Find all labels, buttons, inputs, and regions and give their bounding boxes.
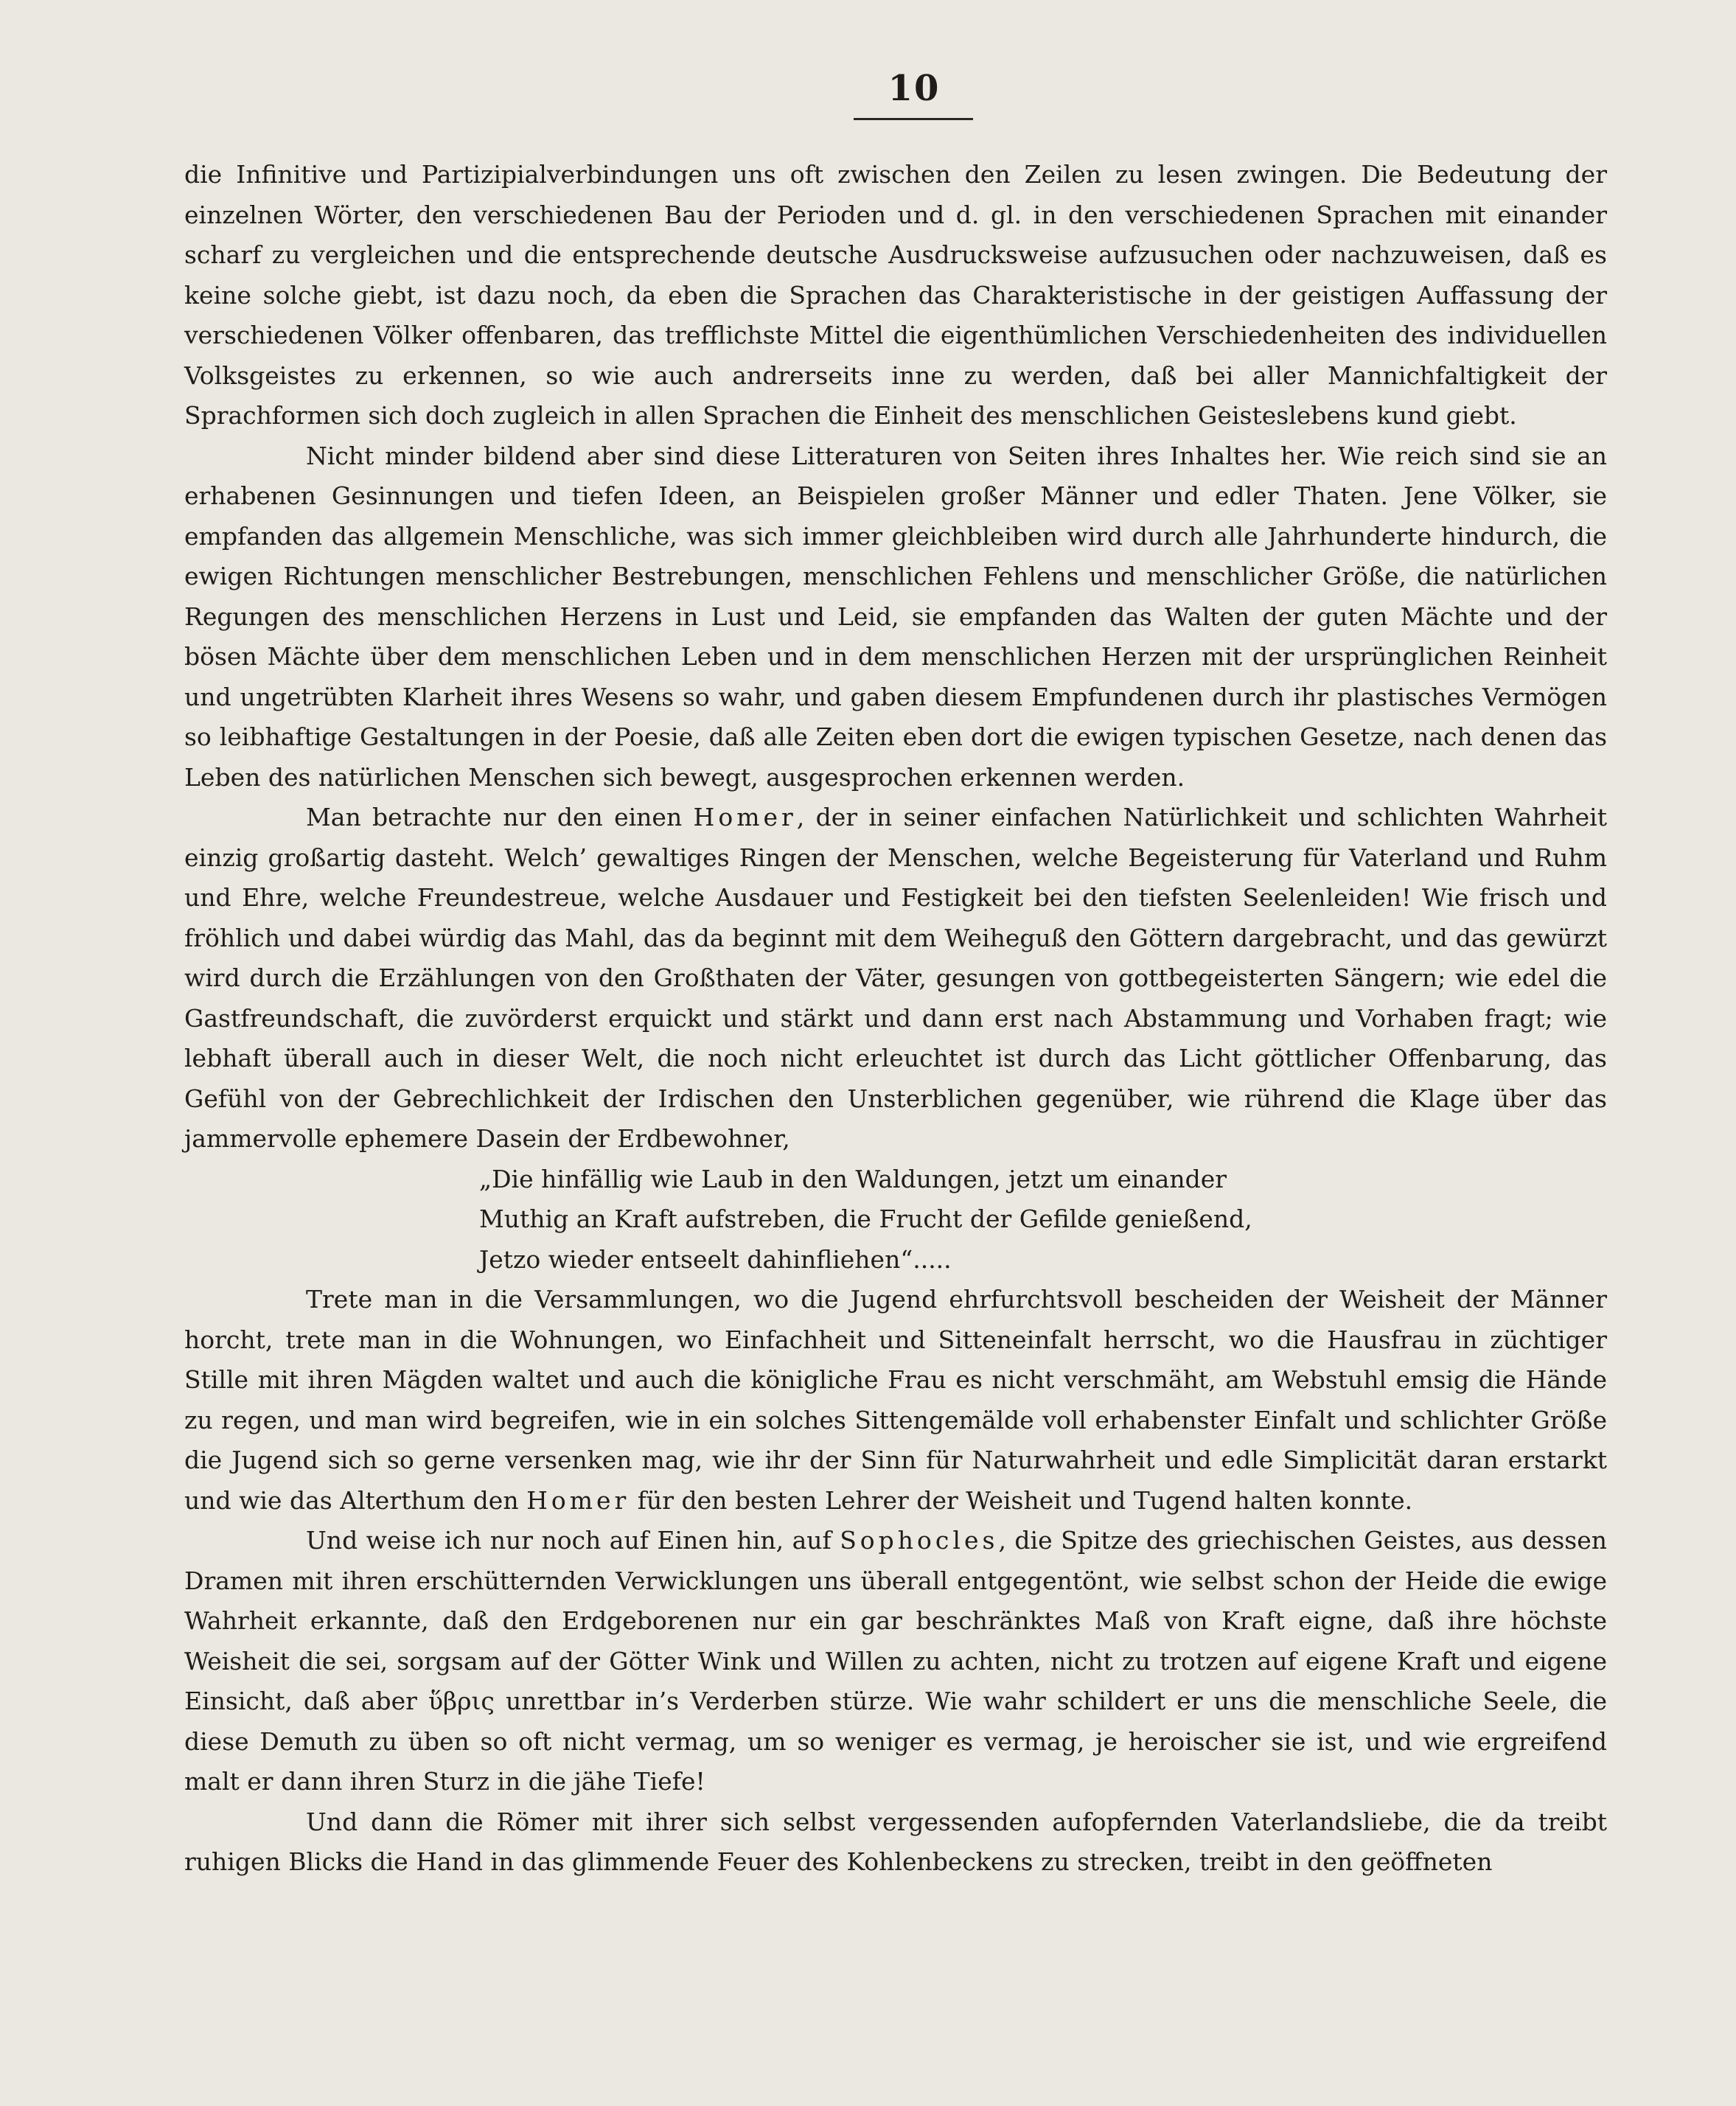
paragraph-3-text-before: Man betrachte nur den einen: [306, 803, 694, 831]
body-text: [184, 155, 1607, 1883]
paragraph-5-text-before: Und weise ich nur noch auf Einen hin, auf: [306, 1526, 840, 1555]
paragraph-4-text-after: für den besten Lehrer der Weisheit und Tugend halten konnte.: [630, 1485, 1413, 1515]
paragraph-1: die Infinitive und Partizipialverbindungen uns oft zwischen den Zeilen zu lesen zwingen. Die Bedeutung der einzelnen Wörter, den verschiedenen Bau der Perioden und d. gl. in den verschiedenen Sprachen mit einander scharf zu vergleichen und die entsprechende deutsche Ausdrucksweise aufzusuchen oder nachzuweisen, daß es keine solche giebt, ist dazu noch, da eben die Sprachen das Charakteristische in der geistigen Auffassung der verschiedenen Völker offenbaren, das trefflichste Mittel die eigenthümlichen Verschiedenheiten des individuellen Volksgeistes zu erkennen, so wie auch andrerseits inne zu werden, daß bei aller Mannichfaltigkeit der Sprachformen sich doch zugleich in allen Sprachen die Einheit des menschlichen Geisteslebens kund giebt.: [184, 160, 1607, 430]
paragraph-5: [184, 1521, 1607, 1802]
paragraph-6: Und dann die Römer mit ihrer sich selbst vergessenden aufopfernden Vaterlandsliebe, die da treibt ruhigen Blicks die Hand in das glimmende Feuer des Kohlenbeckens zu strecken, treibt in den geöffneten: [184, 1807, 1607, 1876]
paragraph-3-text-after: , der in seiner einfachen Natürlichkeit und schlichten Wahrheit einzig großartig dasteht. Welch’ gewaltiges Ringen der Menschen, welche Begeisterung für Vaterland und Ruhm und Ehre, welche Freundestreue, welche Ausdauer und Festigkeit bei den tiefsten Seelenleiden! Wie frisch und fröhlich und dabei würdig das Mahl, das da beginnt mit dem Weiheguß den Göttern dargebracht, und das gewürzt wird durch die Erzählungen von den Großthaten der Väter, gesungen von gottbegeisterten Sängern; wie edel die Gastfreundschaft, die zuvörderst erquickt und stärkt und dann erst nach Abstammung und Vorhaben fragt; wie lebhaft überall auch in dieser Welt, die noch nicht erleuchtet ist durch das Licht göttlicher Offenbarung, das Gefühl von der Gebrechlichkeit der Irdischen den Unsterblichen gegenüber, wie rührend die Klage über das jammervolle ephemere Dasein der Erdbewohner,: [184, 803, 1607, 1153]
spaced-name-homer-2: Homer: [526, 1485, 630, 1515]
paragraph-5-text-after: , die Spitze des griechischen Geistes, aus dessen Dramen mit ihren erschütternden Verwicklungen uns überall entgegentönt, wie selbst schon der Heide die ewige Wahrheit erkannte, daß den Erdgeborenen nur ein gar beschränktes Maß von Kraft eigne, daß ihre höchste Weisheit die sei, sorgsam auf der Götter Wink und Willen zu achten, nicht zu trotzen auf eigene Kraft und eigene Einsicht, daß aber ὕβρις unrettbar in’s Verderben stürze. Wie wahr schildert er uns die menschliche Seele, die diese Demuth zu üben so oft nicht vermag, um so weniger es vermag, je heroischer sie ist, und wie ergreifend malt er dann ihren Sturz in die jähe Tiefe!: [184, 1526, 1607, 1796]
page-number-rule: [854, 118, 973, 120]
paragraph-4: [184, 1280, 1607, 1521]
paragraph-4-text-before: Trete man in die Versammlungen, wo die Jugend ehrfurchtsvoll bescheiden der Weisheit der Männer horcht, trete man in die Wohnungen, wo Einfachheit und Sitteneinfalt herrscht, wo die Hausfrau in züchtiger Stille mit ihren Mägden waltet und auch die königliche Frau es nicht verschmäht, am Webstuhl emsig die Hände zu regen, und man wird begreifen, wie in ein solches Sittengemälde voll erhabenster Einfalt und schlichter Größe die Jugend sich so gerne versenken mag, wie ihr der Sinn für Naturwahrheit und edle Simplicität daran erstarkt und wie das Alterthum den: [184, 1285, 1607, 1515]
verse-line-1: „Die hinfällig wie Laub in den Waldungen, jetzt um einander: [479, 1164, 1227, 1193]
paragraph-3: [184, 798, 1607, 1160]
spaced-name-homer: Homer: [693, 803, 797, 831]
paragraph-2: Nicht minder bildend aber sind diese Litteraturen von Seiten ihres Inhaltes her. Wie reich sind sie an erhabenen Gesinnungen und tiefen Ideen, an Beispielen großer Männer und edler Thaten. Jene Völker, sie empfanden das allgemein Menschliche, was sich immer gleichbleiben wird durch alle Jahrhunderte hindurch, die ewigen Richtungen menschlicher Bestrebungen, menschlichen Fehlens und menschlicher Größe, die natürlichen Regungen des menschlichen Herzens in Lust und Leid, sie empfanden das Walten der guten Mächte und der bösen Mächte über dem menschlichen Leben und in dem menschlichen Herzen mit der ursprünglichen Reinheit und ungetrübten Klarheit ihres Wesens so wahr, und gaben diesem Empfundenen durch ihr plastisches Vermögen so leibhaftige Gestaltungen in der Poesie, daß alle Zeiten eben dort die ewigen typischen Gesetze, nach denen das Leben des natürlichen Menschen sich bewegt, ausgesprochen erkennen werden.: [184, 441, 1607, 792]
page-number: 10: [888, 68, 941, 109]
verse-quote: [184, 1160, 1607, 1280]
verse-line-2: Muthig an Kraft aufstreben, die Frucht der Gefilde genießend,: [479, 1204, 1252, 1233]
verse-line-3: Jetzo wieder entseelt dahinfliehen“.....: [479, 1244, 952, 1274]
spaced-name-sophocles: Sophocles: [840, 1526, 999, 1555]
